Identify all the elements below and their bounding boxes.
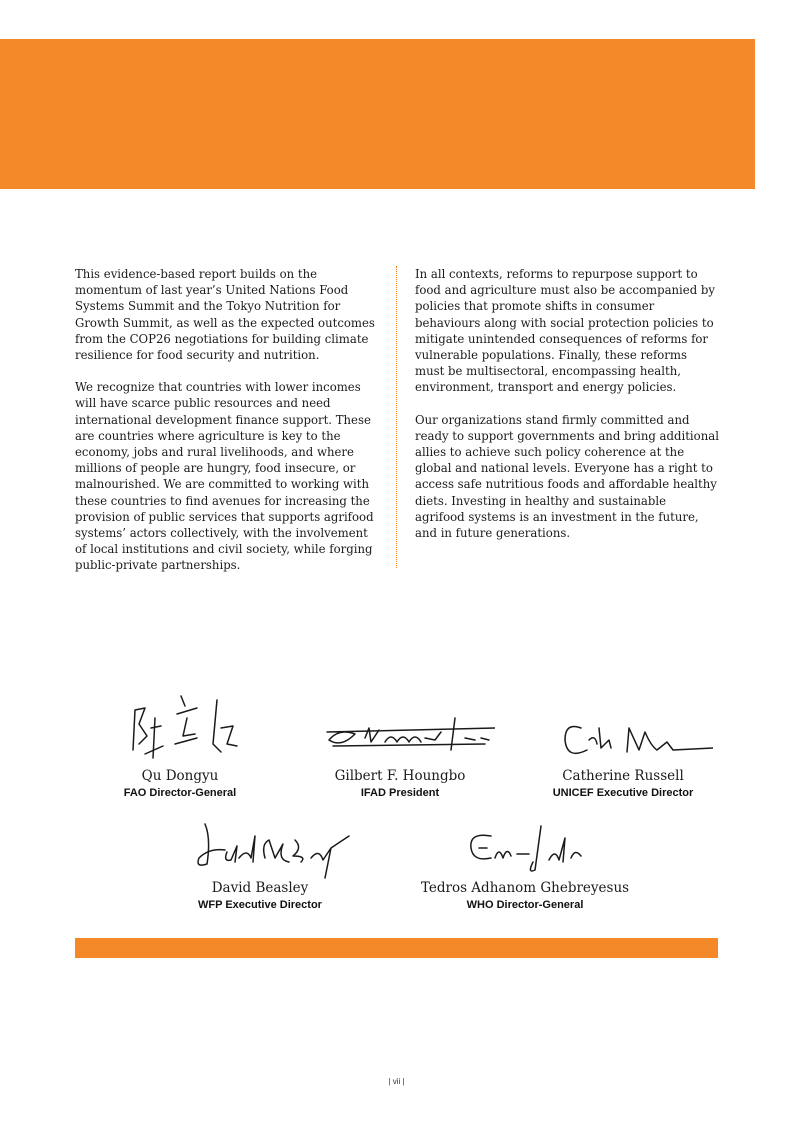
signature-block-tedros	[400, 818, 650, 912]
signature-houngbo-icon	[305, 688, 495, 768]
signature-qu-dongyu-icon	[105, 688, 255, 768]
signatory-title: FAO Director-General	[123, 787, 237, 799]
column-divider	[396, 266, 397, 568]
signature-russell-icon	[533, 688, 713, 768]
paragraph: This evidence-based report builds on the momentum of last year’s United Nations Food Systems Summit and the Tokyo Nutrition for Growth Summit, as well as the expected outcomes from the COP26 negotiations for building climate resilience for food security and nutrition.	[75, 267, 375, 363]
paragraph: In all contexts, reforms to repurpose support to food and agriculture must also be accompanied by policies that promote shifts in consumer behaviours along with social protection policies to mitigate unintended consequences of reforms for vulnerable populations. Finally, these reforms must be multisectoral, encompassing health, environment, transport and energy policies.	[415, 267, 715, 395]
body-column-left	[75, 266, 379, 590]
signatory-name: Qu Dongyu	[141, 768, 219, 784]
paragraph: Our organizations stand firmly committed and ready to support governments and bring additional allies to achieve such policy coherence at the global and national levels. Everyone has a right to access safe nutritious foods and affordable healthy diets. Investing in healthy and sustainable agrifood systems is an investment in the future, and in future generations.	[415, 412, 719, 541]
signatory-name: David Beasley	[211, 880, 309, 896]
signatory-title: WFP Executive Director	[198, 899, 322, 911]
signatory-title: UNICEF Executive Director	[552, 787, 694, 799]
signature-block-russell	[513, 688, 733, 800]
signature-tedros-icon	[425, 818, 625, 880]
paragraph: We recognize that countries with lower incomes will have scarce public resources and need international development finance support. These are countries where agriculture is key to the economy, jobs and rural livelihoods, and where millions of people are hungry, food insecure, or malnourished. We are committed to working with these countries to find avenues for increasing the provision of public services that supports agrifood systems’ actors collectively, with the involvement of local institutions and civil society, while forging public-private partnerships.	[75, 380, 374, 573]
page-number: | vii |	[388, 1077, 405, 1086]
signature-block-qu-dongyu	[70, 688, 290, 800]
signatory-title: IFAD President	[360, 787, 440, 799]
body-column-right	[415, 266, 719, 557]
signatory-name: Gilbert F. Houngbo	[334, 768, 466, 784]
signatory-name: Tedros Adhanom Ghebreyesus	[420, 880, 630, 896]
signature-beasley-icon	[165, 818, 355, 880]
signatory-name: Catherine Russell	[562, 768, 684, 784]
signature-block-houngbo	[290, 688, 510, 800]
signatory-title: WHO Director-General	[466, 899, 584, 911]
header-band	[0, 39, 755, 189]
signature-block-beasley	[150, 818, 370, 912]
footer-band	[75, 938, 718, 958]
